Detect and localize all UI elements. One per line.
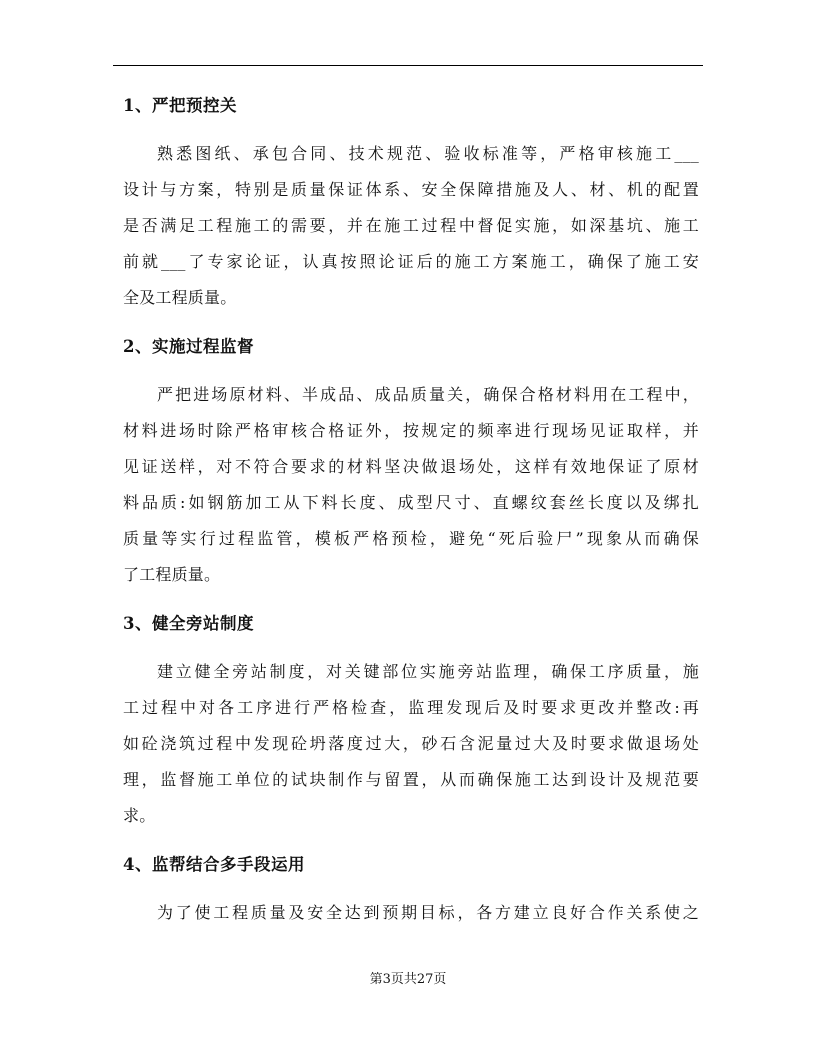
header-rule [113, 65, 703, 66]
section-heading: 4、监帮结合多手段运用 [123, 855, 305, 874]
paragraph-line: 严把进场原材料、半成品、成品质量关，确保合格材料用在工程中， [157, 385, 699, 404]
section-heading: 2、实施过程监督 [123, 337, 254, 356]
paragraph-line: 前就___了专家论证，认真按照论证后的施工方案施工，确保了施工安 [123, 252, 699, 271]
paragraph-line: 求。 [123, 806, 156, 825]
paragraph-line: 全及工程质量。 [123, 288, 237, 307]
section-paragraph [123, 895, 699, 931]
page-number: 第3页共27页 [369, 972, 447, 987]
paragraph-line: 如砼浇筑过程中发现砼坍落度过大，砂石含泥量过大及时要求做退场处 [123, 734, 699, 753]
paragraph-line: 设计与方案，特别是质量保证体系、安全保障措施及人、材、机的配置 [123, 180, 699, 199]
paragraph-line: 理，监督施工单位的试块制作与留置，从而确保施工达到设计及规范要 [123, 770, 699, 789]
section-paragraph [123, 136, 699, 316]
paragraph-line: 质量等实行过程监管，模板严格预检，避免“死后验尸”现象从而确保 [123, 529, 699, 548]
paragraph-line: 工过程中对各工序进行严格检查，监理发现后及时要求更改并整改:再 [123, 698, 699, 717]
document-body [123, 86, 699, 942]
section-paragraph [123, 654, 699, 834]
section-heading: 3、健全旁站制度 [123, 614, 254, 633]
paragraph-line: 熟悉图纸、承包合同、技术规范、验收标准等，严格审核施工___ [157, 144, 699, 163]
paragraph-line: 材料进场时除严格审核合格证外，按规定的频率进行现场见证取样，并 [123, 421, 699, 440]
section-heading: 1、严把预控关 [123, 96, 237, 115]
paragraph-line: 为了使工程质量及安全达到预期目标，各方建立良好合作关系使之 [157, 903, 699, 922]
paragraph-line: 是否满足工程施工的需要，并在施工过程中督促实施，如深基坑、施工 [123, 216, 699, 235]
section-paragraph [123, 377, 699, 593]
paragraph-line: 见证送样，对不符合要求的材料坚决做退场处，这样有效地保证了原材 [123, 457, 699, 476]
paragraph-line: 建立健全旁站制度，对关键部位实施旁站监理，确保工序质量，施 [157, 662, 699, 681]
paragraph-line: 料品质:如钢筋加工从下料长度、成型尺寸、直螺纹套丝长度以及绑扎 [123, 493, 699, 512]
paragraph-line: 了工程质量。 [123, 565, 221, 584]
